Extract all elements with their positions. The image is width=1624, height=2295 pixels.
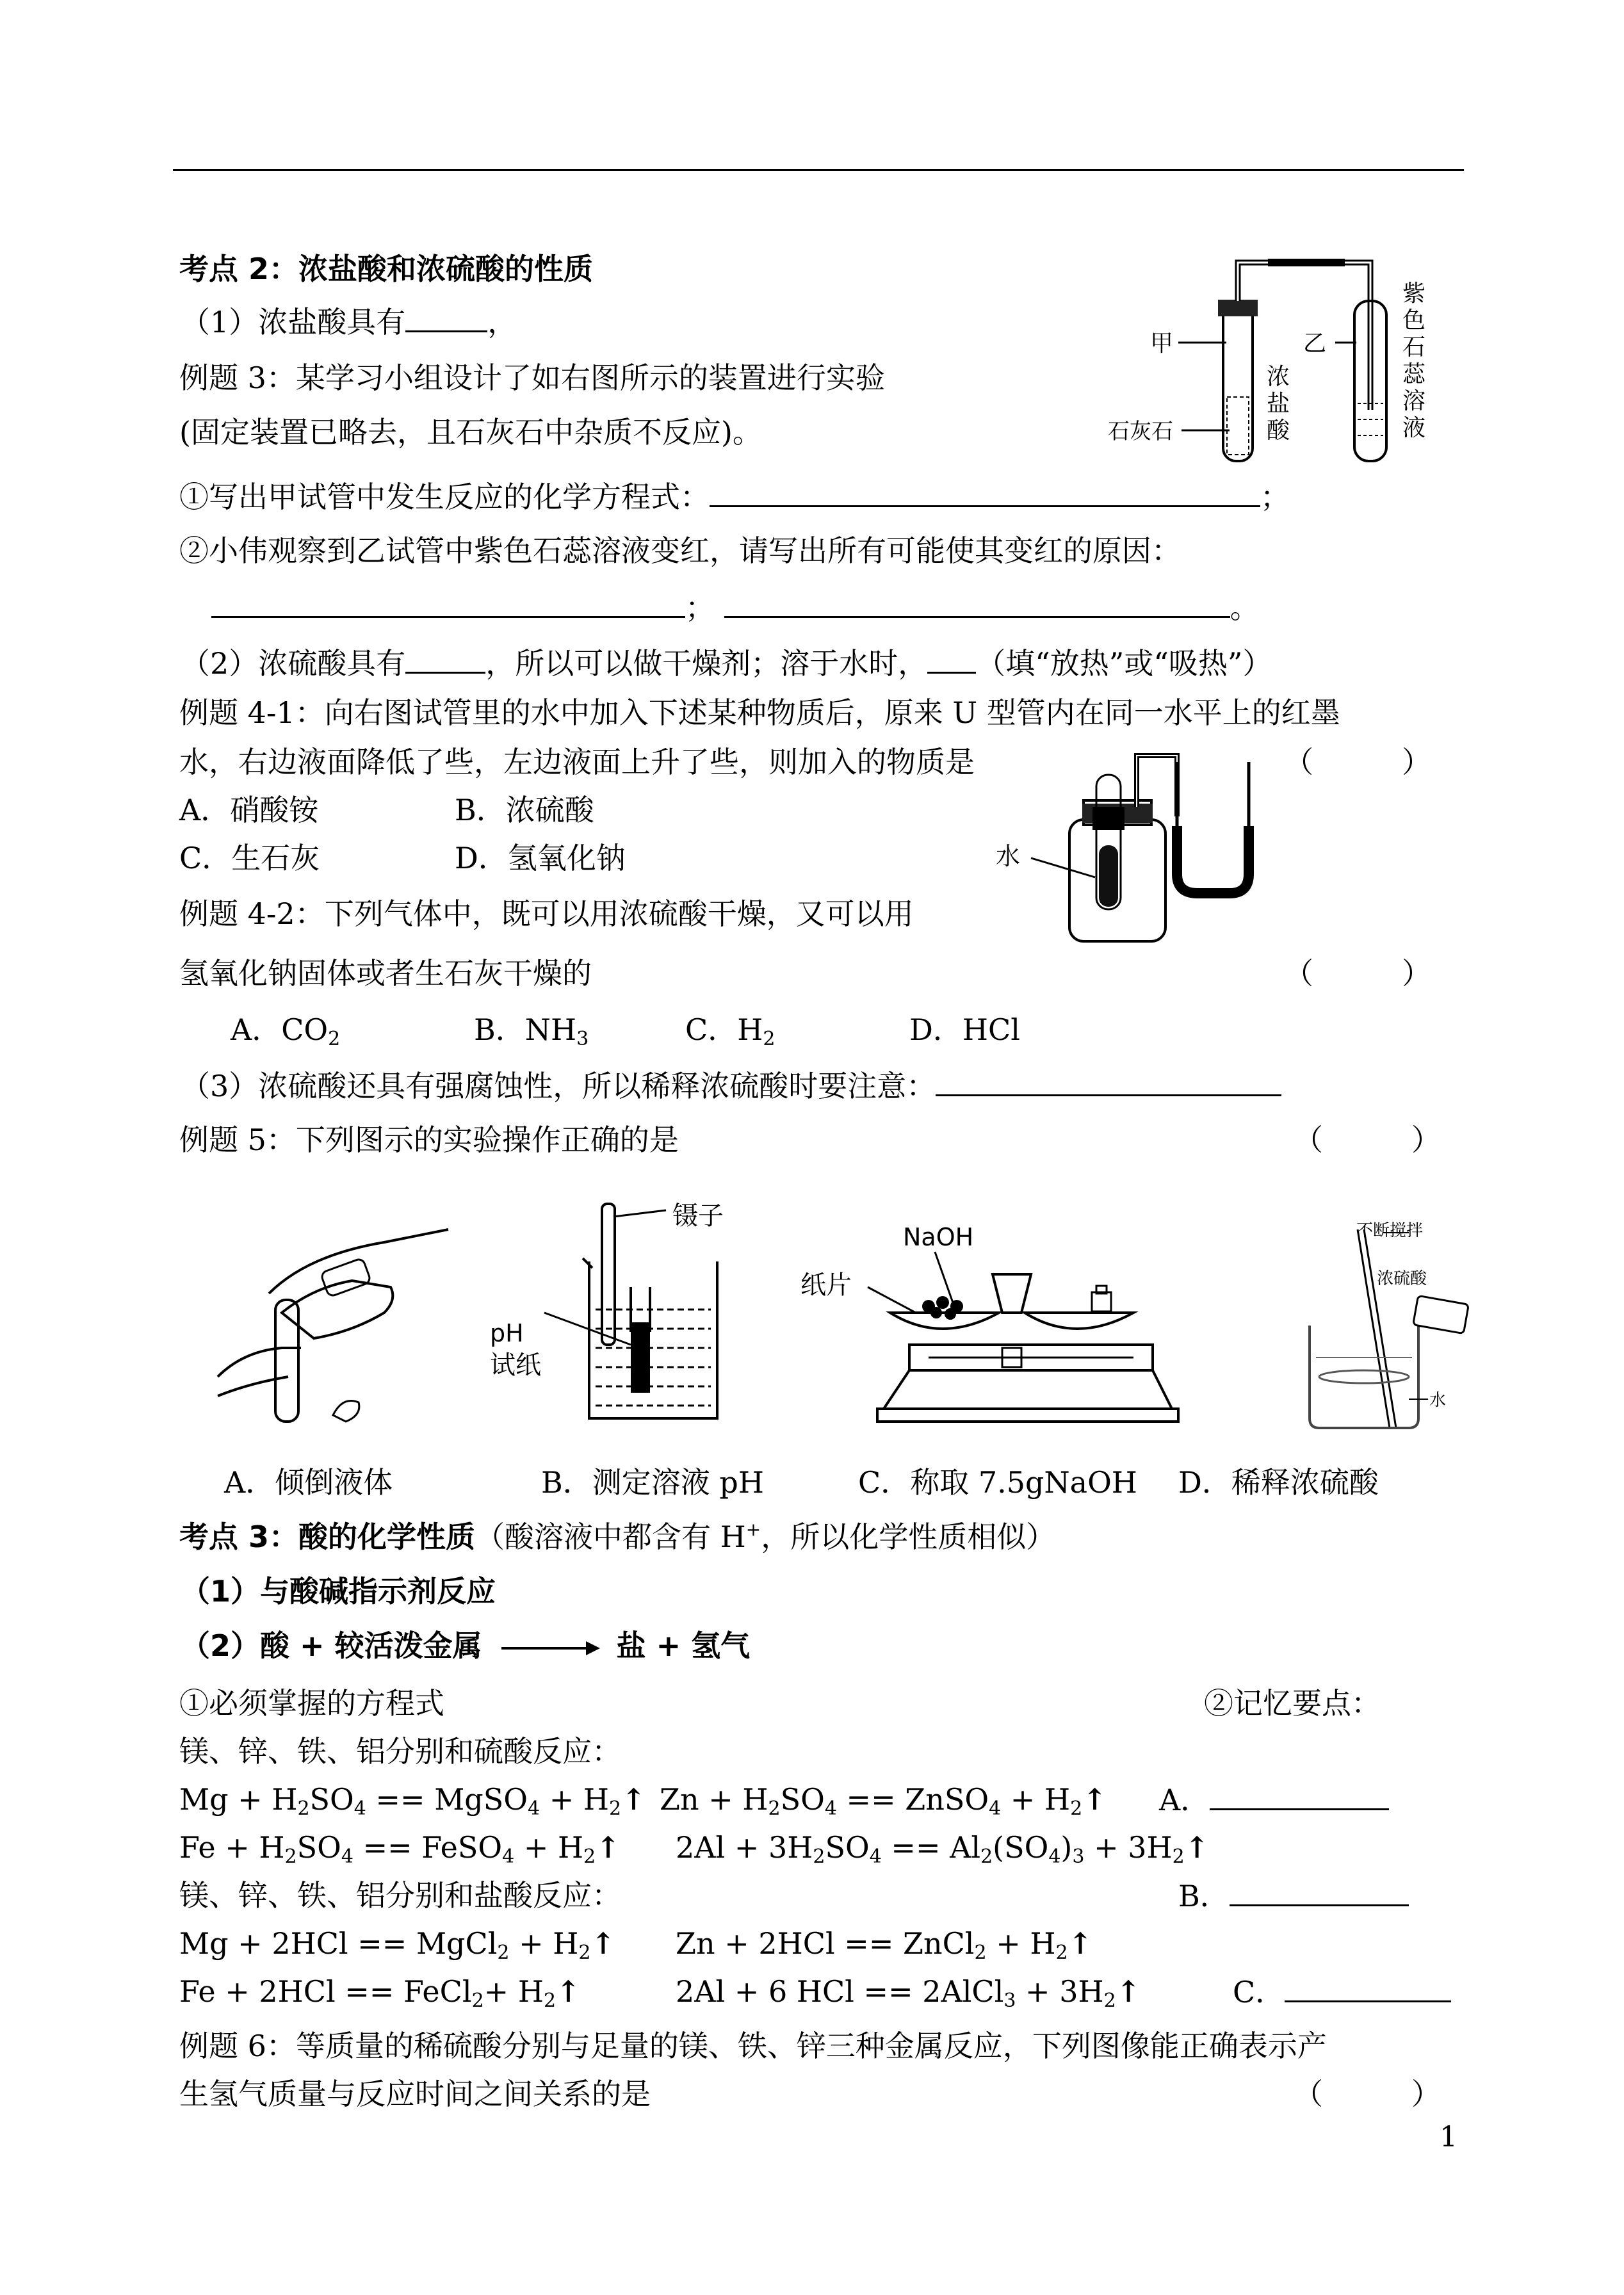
answer-blank[interactable]: [936, 1066, 1281, 1096]
option-b: B．$NH_3$: [474, 1012, 589, 1050]
equation-segment: Zn + H: [660, 1782, 768, 1817]
example-6-line1: 例题 6：等质量的稀硫酸分别与足量的镁、铁、锌三种金属反应，下列图像能正确表示产: [179, 2029, 1327, 2063]
equation-subscript: 2: [497, 1942, 510, 1964]
equation-segment: SO: [296, 1830, 341, 1865]
example-3-line2: (固定装置已略去，且石灰石中杂质不反应)。: [179, 415, 762, 450]
option-c: C．生石灰: [179, 841, 320, 875]
option-a: A．倾倒液体: [224, 1465, 393, 1500]
label-litmus-5: 溶: [1402, 388, 1426, 414]
answer-bracket[interactable]: （ ）: [1284, 956, 1431, 991]
equation-zn-h2so4: [660, 1780, 1107, 1819]
example-3-q2: ②小伟观察到乙试管中紫色石蕊溶液变红，请写出所有可能使其变红的原因：: [179, 533, 1181, 568]
option-c: C．称取 7.5gNaOH: [858, 1465, 1137, 1500]
gas-arrow-icon: ↑: [556, 1974, 581, 2009]
example-4-2-line2: 氢氧化钠固体或者生石灰干燥的: [179, 956, 592, 991]
answer-blank[interactable]: [1230, 1876, 1409, 1906]
label-limestone: 石灰石: [1108, 419, 1173, 444]
label-acid-3: 酸: [1267, 418, 1290, 444]
equation-subscript: 4: [989, 1797, 1002, 1820]
label-water: 水: [996, 842, 1021, 870]
operation-c-figure: [800, 1217, 1210, 1434]
equation-subscript: 2: [1070, 1797, 1083, 1820]
option-a: A．$CO_2$: [231, 1012, 341, 1050]
label-paper: 纸片: [800, 1270, 852, 1300]
equation-subscript: 4: [527, 1797, 540, 1820]
label-tweezers: 镊子: [672, 1201, 724, 1231]
equation-segment: == ZnSO: [836, 1782, 989, 1817]
question-2-2: （2）浓硫酸具有 ，所以可以做干燥剂；溶于水时， （填“放热”或“吸热”）: [181, 644, 1272, 683]
equation-subscript: 2: [297, 1797, 310, 1820]
label-acid-1: 浓: [1267, 364, 1290, 390]
option-c: C．$H_2$: [685, 1012, 775, 1050]
example-3-q1: ①写出甲试管中发生反应的化学方程式： ；: [179, 477, 1290, 516]
equation-segment: + H: [509, 1926, 579, 1961]
right-arrow-icon: [501, 1647, 597, 1650]
label-jia: 甲: [1150, 330, 1174, 357]
equation-al-h2so4: [676, 1828, 1209, 1867]
gas-arrow-icon: ↑: [621, 1782, 646, 1817]
gas-arrow-icon: ↑: [1068, 1926, 1093, 1961]
equation-subscript: 3: [1003, 1990, 1016, 2012]
section3-title: 考点 3：酸的化学性质（酸溶液中都含有 H+，所以化学性质相似）: [179, 1519, 1056, 1554]
equation-subscript: 4: [1048, 1845, 1061, 1868]
question-2-3: （3）浓硫酸还具有强腐蚀性，所以稀释浓硫酸时要注意：: [181, 1066, 1281, 1105]
gas-arrow-icon: ↑: [596, 1830, 621, 1865]
answer-blank[interactable]: [405, 644, 485, 674]
equation-segment: + H: [540, 1782, 609, 1817]
subsection-indicator: （1）与酸碱指示剂反应: [181, 1574, 496, 1609]
answer-bracket[interactable]: （ ）: [1284, 745, 1431, 779]
memory-point-a: A．: [1159, 1780, 1389, 1819]
equation-subscript: 4: [502, 1845, 515, 1868]
equation-subscript: 2: [768, 1797, 781, 1820]
equation-segment: SO: [309, 1782, 354, 1817]
hcl-heading: 镁、锌、铁、铝分别和盐酸反应：: [179, 1878, 621, 1913]
operation-b-figure: [487, 1197, 762, 1441]
answer-bracket[interactable]: （ ）: [1294, 1123, 1441, 1157]
answer-blank[interactable]: [927, 644, 976, 674]
u-tube-figure: [986, 736, 1306, 948]
equation-fe-h2so4: [179, 1828, 621, 1867]
gas-arrow-icon: ↑: [590, 1926, 616, 1961]
equation-subscript: 2: [583, 1845, 596, 1868]
answer-blank[interactable]: [211, 588, 685, 618]
equation-segment: 2Al + 6 HCl == 2AlCl: [676, 1974, 1004, 2009]
equation-segment: ): [1060, 1830, 1073, 1865]
equation-subscript: 2: [1172, 1845, 1185, 1868]
h2so4-heading: 镁、锌、铁、铝分别和硫酸反应：: [179, 1734, 621, 1769]
memory-points: ②记忆要点：: [1204, 1686, 1381, 1721]
section2-title: 考点 2：浓盐酸和浓硫酸的性质: [179, 252, 594, 286]
equation-subscript: 2: [578, 1942, 591, 1964]
operation-d-figure: [1287, 1217, 1479, 1434]
example-5: 例题 5：下列图示的实验操作正确的是: [179, 1123, 679, 1157]
label-conc-acid: 浓硫酸: [1377, 1269, 1427, 1288]
question-2-1: （1）浓盐酸具有 ，: [181, 302, 517, 341]
label-ph-paper: 试纸: [490, 1350, 541, 1380]
label-litmus-6: 液: [1402, 415, 1426, 441]
equation-subscript: 4: [869, 1845, 882, 1868]
equation-segment: + H: [483, 1974, 544, 2009]
page-number: 1: [1440, 2121, 1458, 2153]
option-d: D．HCl: [909, 1012, 1020, 1047]
answer-bracket[interactable]: （ ）: [1294, 2077, 1441, 2111]
gas-arrow-icon: ↑: [1184, 1830, 1210, 1865]
answer-blank[interactable]: [1285, 1972, 1451, 2002]
equation-subscript: 2: [284, 1845, 297, 1868]
gas-arrow-icon: ↑: [1082, 1782, 1107, 1817]
equation-mg-hcl: [179, 1924, 615, 1963]
equation-subscript: 3: [1072, 1845, 1085, 1868]
memory-point-c: C．: [1233, 1972, 1451, 2011]
equation-subscript: 2: [471, 1990, 484, 2012]
label-water: 水: [1429, 1391, 1447, 1410]
header-rule: [173, 169, 1464, 171]
option-a: A．硝酸铵: [179, 793, 319, 827]
answer-blank[interactable]: [405, 302, 487, 332]
option-d: D．氢氧化钠: [455, 841, 626, 875]
equation-segment: == FeSO: [353, 1830, 503, 1865]
equation-segment: Zn + 2HCl == ZnCl: [676, 1926, 975, 1961]
label-litmus-4: 蕊: [1402, 361, 1426, 387]
equation-subscript: 2: [813, 1845, 825, 1868]
must-know-equations: ①必须掌握的方程式: [179, 1686, 444, 1721]
answer-blank[interactable]: [1210, 1780, 1389, 1810]
equation-subscript: 4: [341, 1845, 353, 1868]
example-6-line2: 生氢气质量与反应时间之间关系的是: [179, 2077, 651, 2111]
equation-segment: == MgSO: [366, 1782, 528, 1817]
equation-segment: Fe + 2HCl == FeCl: [179, 1974, 472, 2009]
example-4-1-line1: 例题 4-1：向右图试管里的水中加入下述某种物质后，原来 U 型管内在同一水平上的红墨: [179, 695, 1340, 730]
gas-arrow-icon: ↑: [1116, 1974, 1141, 2009]
answer-blank[interactable]: [710, 477, 1260, 507]
equation-subscript: 2: [980, 1845, 993, 1868]
equation-segment: (SO: [993, 1830, 1049, 1865]
equation-subscript: 2: [543, 1990, 556, 2012]
label-litmus-1: 紫: [1402, 280, 1426, 307]
equation-segment: Mg + H: [179, 1782, 298, 1817]
example-3-q2-answers: ； 。: [211, 588, 1260, 627]
equation-segment: + 3H: [1084, 1830, 1173, 1865]
equation-al-hcl: [676, 1972, 1141, 2011]
label-naoh: NaOH: [903, 1223, 974, 1251]
option-d: D．稀释浓硫酸: [1178, 1465, 1379, 1500]
equation-subscript: 2: [1103, 1990, 1116, 2012]
equation-subscript: 2: [608, 1797, 622, 1820]
equation-subscript: 2: [974, 1942, 987, 1964]
operation-a-figure: [205, 1204, 474, 1434]
label-ph: pH: [490, 1319, 524, 1347]
label-yi: 乙: [1303, 330, 1327, 357]
equation-subscript: 2: [1055, 1942, 1068, 1964]
label-stir: 不断搅拌: [1356, 1221, 1424, 1240]
equation-mg-h2so4: [179, 1780, 646, 1819]
equation-zn-hcl: [676, 1924, 1092, 1963]
example-3-line1: 例题 3：某学习小组设计了如右图所示的装置进行实验: [179, 361, 885, 395]
equation-segment: SO: [780, 1782, 825, 1817]
example-4-2-line1: 例题 4-2：下列气体中，既可以用浓硫酸干燥，又可以用: [179, 896, 914, 931]
equation-segment: + H: [514, 1830, 584, 1865]
apparatus-figure: [1108, 250, 1492, 480]
equation-segment: + H: [986, 1926, 1056, 1961]
equation-subscript: 4: [353, 1797, 366, 1820]
label-acid-2: 盐: [1267, 391, 1290, 417]
subsection-metal: （2）酸 + 较活泼金属 盐 + 氢气: [181, 1628, 751, 1663]
equation-segment: + 3H: [1016, 1974, 1104, 2009]
option-b: B．浓硫酸: [455, 793, 594, 827]
equation-segment: SO: [825, 1830, 870, 1865]
equation-fe-hcl: [179, 1972, 581, 2011]
example-4-1-line2: 水，右边液面降低了些，左边液面上升了些，则加入的物质是: [179, 745, 975, 779]
equation-segment: + H: [1001, 1782, 1071, 1817]
equation-segment: 2Al + 3H: [676, 1830, 813, 1865]
memory-point-b: B．: [1178, 1876, 1409, 1915]
equation-subscript: 4: [824, 1797, 837, 1820]
answer-blank[interactable]: [724, 588, 1230, 618]
label-litmus-2: 色: [1402, 307, 1426, 334]
equation-segment: == Al: [881, 1830, 981, 1865]
option-b: B．测定溶液 pH: [541, 1465, 764, 1500]
equation-segment: Fe + H: [179, 1830, 285, 1865]
label-litmus-3: 石: [1402, 334, 1426, 361]
equation-segment: Mg + 2HCl == MgCl: [179, 1926, 498, 1961]
